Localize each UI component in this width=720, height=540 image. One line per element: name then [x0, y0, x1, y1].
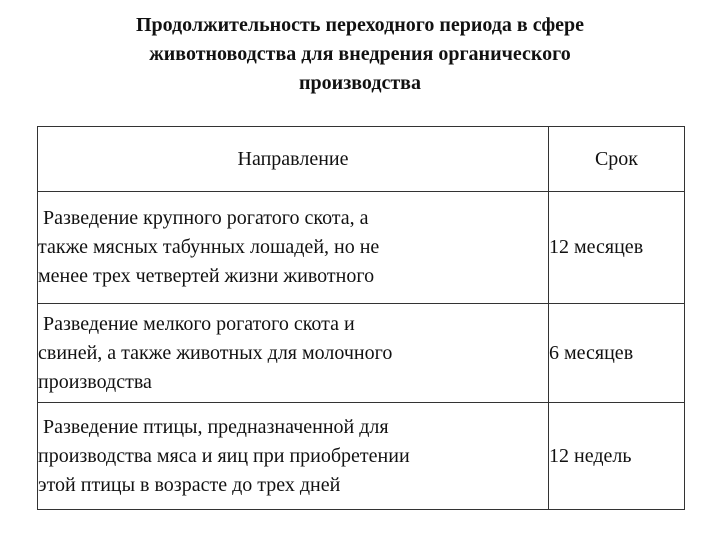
direction-line: производства мяса и яиц при приобретении [38, 444, 410, 467]
direction-line: свиней, а также животных для молочного [38, 341, 393, 364]
header-term: Срок [549, 127, 685, 192]
direction-line: менее трех четвертей жизни животного [38, 265, 375, 287]
direction-line: также мясных табунных лошадей, но не [38, 236, 380, 258]
header-direction: Направление [38, 127, 549, 192]
table-row [38, 304, 685, 403]
title-line: животноводства для внедрения органического [149, 43, 571, 65]
direction-line: производства [38, 370, 152, 393]
table-row [38, 403, 685, 510]
table-header-row [38, 127, 685, 192]
title-line: производства [299, 72, 421, 94]
term-cell: 12 месяцев [549, 192, 685, 304]
direction-cell [38, 192, 549, 304]
direction-cell [38, 304, 549, 403]
direction-line: Разведение крупного рогатого скота, а [43, 207, 369, 229]
term-cell: 12 недель [549, 403, 685, 510]
document-title [60, 11, 660, 98]
direction-line: Разведение мелкого рогатого скота и [43, 312, 355, 335]
table-row [38, 192, 685, 304]
direction-cell [38, 403, 549, 510]
title-line: Продолжительность переходного периода в сфере [135, 14, 585, 36]
transition-period-table [37, 126, 685, 510]
term-cell: 6 месяцев [549, 304, 685, 403]
direction-line: этой птицы в возрасте до трех дней [38, 473, 341, 496]
direction-line: Разведение птицы, предназначенной для [43, 415, 389, 438]
